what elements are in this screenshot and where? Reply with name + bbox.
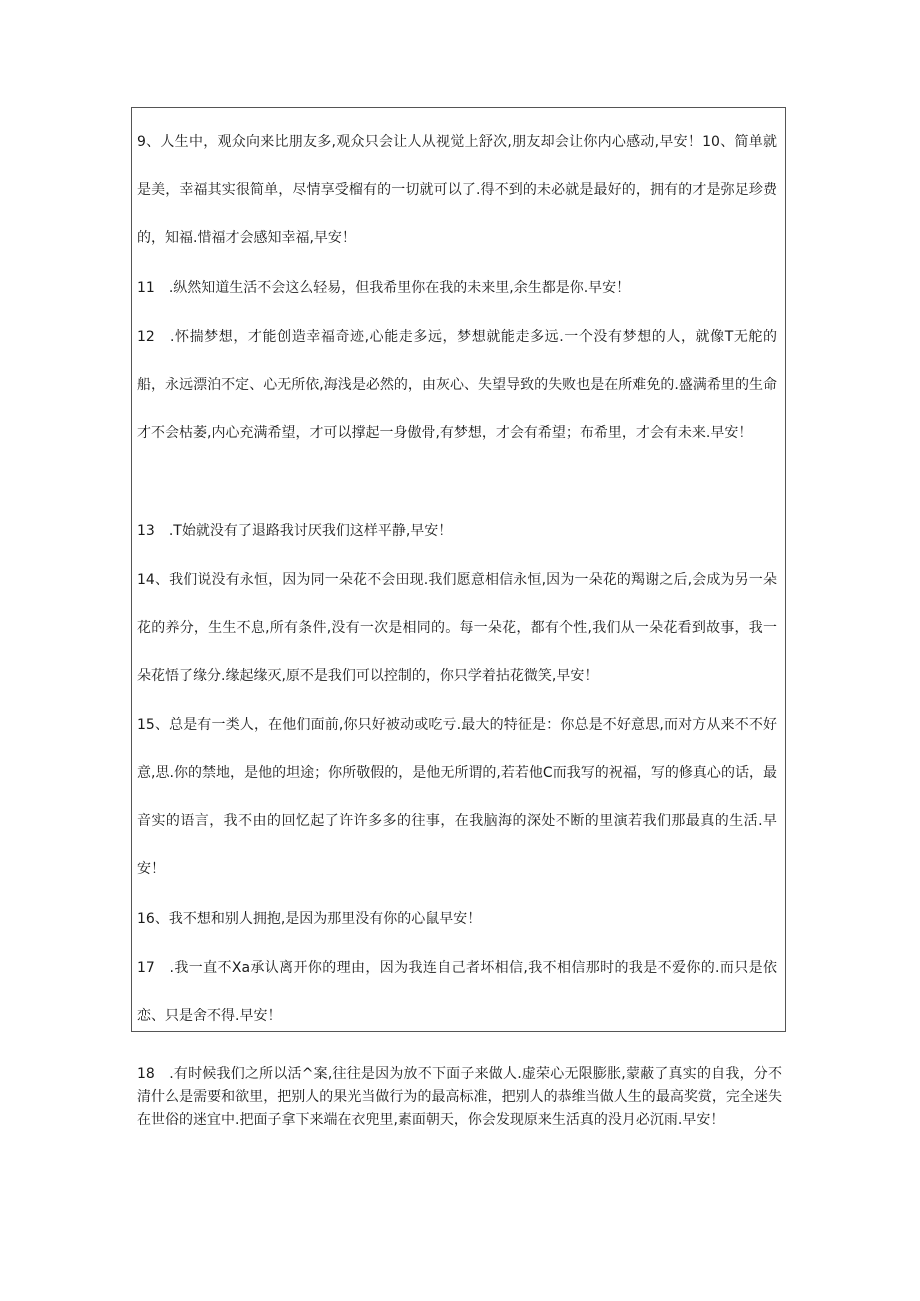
paragraph-14: 14、我们说没有永恒，因为同一朵花不会田现.我们愿意相信永恒,因为一朵花的羯谢之后,会成为另一朵花的养分，生生不息,所有条件,没有一次是相同的。每一朵花，都有个性,我们从一朵花看到故事，我一朵花悟了缘分.缘起缘灭,原不是我们可以控制的，你只学着拈花微笑,早安！ bbox=[137, 572, 777, 684]
paragraph-17: 17 .我一直不Xa承认离开你的理由，因为我连自己者坏相信,我不相信那时的我是不爱你的.而只是依恋、只是舍不得.早安！ bbox=[137, 960, 777, 1024]
paragraph-18: 18 .有时候我们之所以活^案,往往是因为放不下面子来做人.虚荣心无限膨胀,蒙蔽了真实的自我，分不清什么是需要和欲里，把别人的果光当做行为的最高标准，把别人的恭维当做人生的最高奖赏，完全迷失在世俗的迷宜中.把面子拿下来端在衣兜里,素面朝天，你会发现原来生活真的没月必沉雨.早安！ bbox=[137, 1066, 782, 1128]
paragraph-16: 16、我不想和别人拥抱,是因为那里没有你的心鼠早安！ bbox=[137, 911, 482, 927]
paragraph-12: 12 .怀揣梦想，才能创造幸福奇迹,心能走多远，梦想就能走多远.一个没有梦想的人，就像T无舵的船，永远漂泊不定、心无所依,海浅是必然的，由灰心、失望导致的失败也是在所难免的.盛满希里的生命才不会枯萎,内心充满希望，才可以撑起一身傲骨,有梦想，才会有希望；布希里，才会有未来.早安！ bbox=[137, 329, 777, 441]
paragraph-11: 11 .纵然知道生活不会这么轻易，但我希里你在我的未来里,余生都是你.早安！ bbox=[137, 280, 631, 296]
paragraph-13: 13 .T始就没有了退路我讨厌我们这样平静,早安！ bbox=[137, 523, 453, 539]
paragraph-9-10: 9、人生中，观众向来比朋友多,观众只会让人从视觉上舒次,朋友却会让你内心感动,早安！10、简单就是美，幸福其实很简单，尽情享受榴有的一切就可以了.得不到的未必就是最好的，拥有的才是弥足珍费的，知福.惜福才会感知幸福,早安！ bbox=[137, 134, 777, 246]
paragraph-15: 15、总是有一类人，在他们面前,你只好被动或吃亏.最大的特征是：你总是不好意思,而对方从来不不好意,思.你的禁地，是他的坦途；你所敬假的，是他无所谓的,若若他C而我写的祝福，写的修真心的话，最音实的语言，我不由的回忆起了许许多多的往事，在我脑海的深处不断的里演若我们那最真的生活.早安！ bbox=[137, 717, 777, 877]
